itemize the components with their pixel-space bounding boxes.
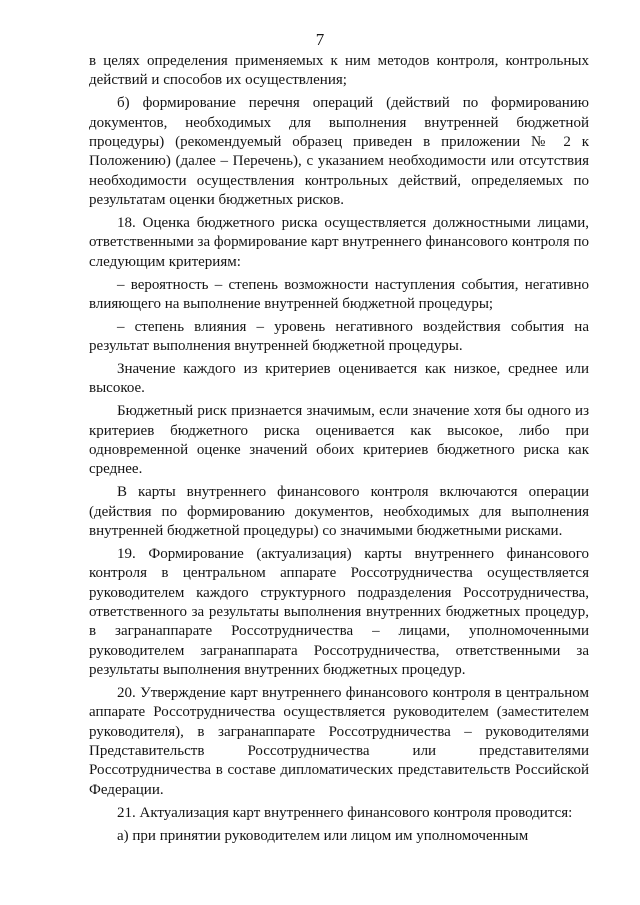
paragraph: в целях определения применяемых к ним методов контроля, контрольных действий и способов их осуществления; — [89, 53, 589, 89]
paragraph: а) при принятии руководителем или лицом им уполномоченным — [117, 827, 529, 844]
paragraph: б) формирование перечня операций (действий по формированию документов, необходимых для выполнения внутренней бюджетной процедуры) (рекомендуемый образец приведен в приложении № 2 к Положению) (далее – Перечень), с указанием необходимости или отсутствия необходимости осуществления контрольных действий, определяемых по результатам оценки бюджетных рисков. — [89, 95, 589, 208]
paragraph: 20. Утверждение карт внутреннего финансового контроля в центральном аппарате Россотрудничества осуществляется руководителем (заместителем руководителя), в загранаппарате Россотрудничества – руководителями Представительств Россотрудничества или представителями Россотрудничества в составе дипломатических представительств Российской Федерации. — [89, 685, 589, 798]
paragraph: Бюджетный риск признается значимым, если значение хотя бы одного из критериев бюджетного риска оценивается как высокое, либо при одновременной оценке значений обоих критериев бюджетного риска как среднее. — [89, 403, 589, 478]
paragraph: В карты внутреннего финансового контроля включаются операции (действия по формированию документов, необходимых для выполнения внутренней бюджетной процедуры) со значимыми бюджетными рисками. — [89, 484, 589, 540]
paragraph: 18. Оценка бюджетного риска осуществляется должностными лицами, ответственными за формирование карт внутреннего финансового контроля по следующим критериям: — [89, 214, 589, 270]
paragraph: 21. Актуализация карт внутреннего финансового контроля проводится: — [117, 804, 573, 821]
page-number: 7 — [315, 30, 325, 49]
paragraph: Значение каждого из критериев оценивается как низкое, среднее или высокое. — [89, 361, 589, 397]
paragraph: – степень влияния – уровень негативного воздействия события на результат выполнения внутренней бюджетной процедуры. — [89, 318, 589, 355]
paragraph: – вероятность – степень возможности наступления события, негативно влияющего на выполнение внутренней бюджетной процедуры; — [89, 276, 589, 312]
document-body — [89, 52, 589, 850]
paragraph: 19. Формирование (актуализация) карты внутреннего финансового контроля в центральном аппарате Россотрудничества осуществляется руководителем каждого структурного подразделения Россотрудничества, ответственного за результаты выполнения внутренних бюджетных процедур, в загранаппарате Россотрудничества – лицами, уполномоченными руководителем загранаппарата Россотрудничества, ответственными за результаты выполнения внутренних бюджетных процедур. — [89, 546, 589, 679]
